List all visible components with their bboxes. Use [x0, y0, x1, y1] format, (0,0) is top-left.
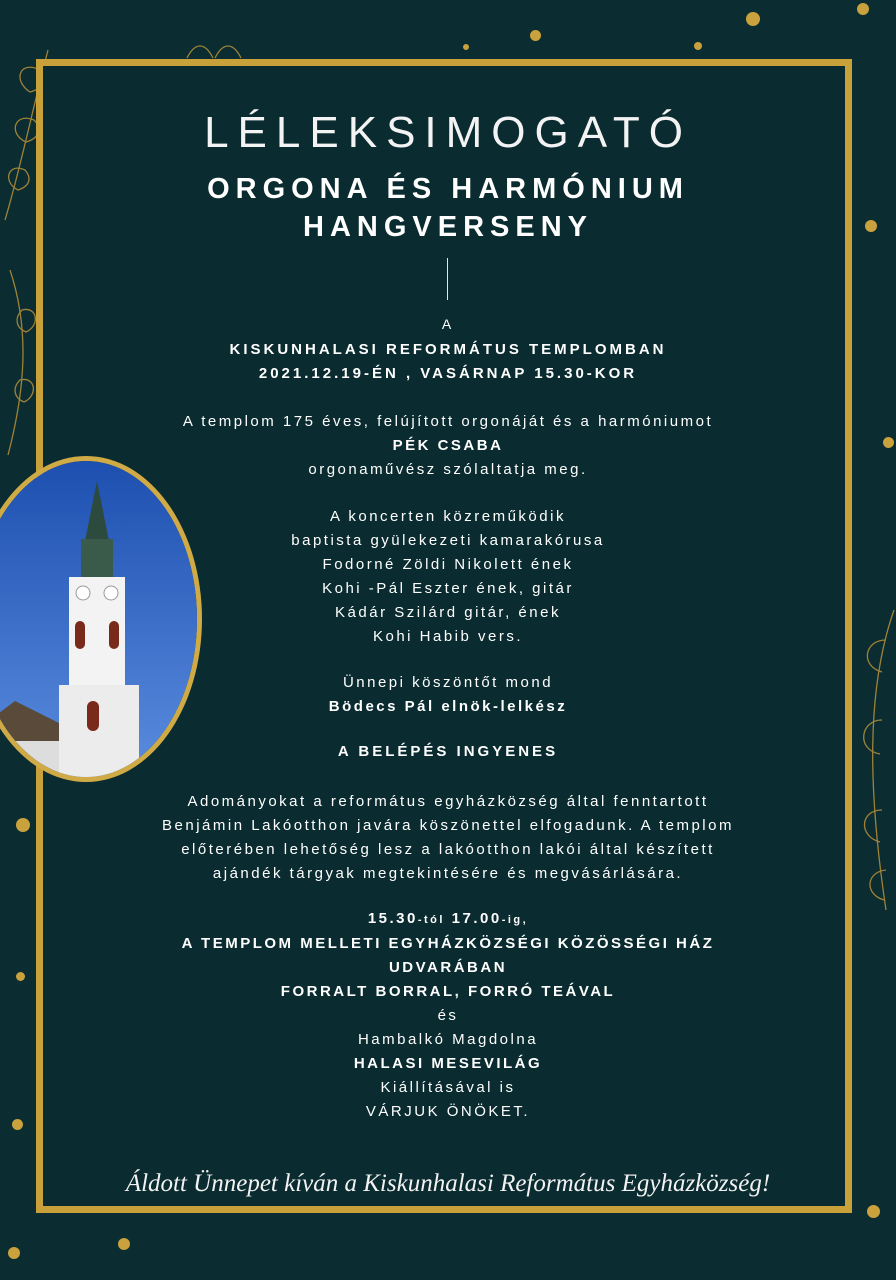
time-to: -ig,: [501, 914, 529, 926]
gold-dot: [16, 972, 25, 981]
artist-name: Hambalkó Magdolna: [357, 1031, 539, 1048]
gold-dot: [865, 220, 877, 232]
greeting-label: Ünnepi köszöntőt mond: [342, 674, 554, 691]
contributor-line: baptista gyülekezeti kamarakórusa: [291, 532, 605, 549]
divider-line: [447, 258, 448, 300]
title-line-concert: HANGVERSENY: [303, 211, 593, 243]
gold-dot: [694, 42, 702, 50]
time-start: 15.30: [367, 910, 418, 927]
entry-free: A BELÉPÉS INGYENES: [337, 743, 559, 760]
leaf-ornament-right: [856, 610, 896, 910]
donation-line: ajándék tárgyak megtekintésére és megvásárlására.: [212, 865, 684, 882]
performer-name: PÉK CSABA: [392, 437, 504, 454]
gold-dot: [16, 818, 30, 832]
gold-dot: [530, 30, 541, 41]
gold-dot: [118, 1238, 130, 1250]
time-range: [60, 907, 836, 932]
donation-line: előterében lehetőség lesz a lakóotthon lakói által készített: [181, 841, 715, 858]
time-end: 17.00: [451, 910, 502, 927]
donation-line: Benjámin Lakóotthon javára köszönettel elfogadunk. A templom: [162, 817, 734, 834]
welcome-text: VÁRJUK ÖNÖKET.: [365, 1103, 531, 1120]
gold-dot: [857, 3, 869, 15]
place-line: UDVARÁBAN: [388, 959, 508, 976]
a-word: A: [441, 316, 455, 332]
footer-blessing: Áldott Ünnepet kíván a Kiskunhalasi Református Egyházközség!: [125, 1170, 771, 1197]
contributor-line: Kádár Szilárd gitár, ének: [335, 604, 561, 621]
exhibit-title: HALASI MESEVILÁG: [353, 1055, 543, 1072]
greeting-block: [60, 671, 836, 719]
gold-dot: [12, 1119, 23, 1130]
intro-block: [60, 410, 836, 482]
time-from: -tól: [417, 914, 445, 926]
gold-dot: [883, 437, 894, 448]
greeting-person: Bödecs Pál elnök-lelkész: [328, 698, 568, 715]
contributor-line: Fodorné Zöldi Nikolett ének: [322, 556, 574, 573]
program-block: [60, 907, 836, 1124]
event-title-sub: [60, 170, 836, 246]
contributor-line: A koncerten közreműködik: [330, 508, 566, 525]
performer-role: orgonaművész szólaltatja meg.: [308, 461, 588, 478]
event-date: 2021.12.19-ÉN , VASÁRNAP 15.30-KOR: [258, 365, 638, 382]
intro-text: A templom 175 éves, felújított orgonáját és a harmóniumot: [182, 413, 714, 430]
drinks: FORRALT BORRAL, FORRÓ TEÁVAL: [280, 983, 616, 1000]
contributors-list: [60, 505, 836, 649]
contributor-line: Kohi Habib vers.: [372, 628, 524, 645]
gold-dot: [867, 1205, 880, 1218]
and-word: és: [437, 1007, 459, 1024]
gold-dot: [8, 1247, 20, 1259]
gold-dot: [463, 44, 469, 50]
leaf-ornament-left: [0, 270, 40, 460]
title-line-organ: ORGONA ÉS HARMÓNIUM: [207, 173, 689, 205]
exhibit-suffix: Kiállításával is: [380, 1079, 516, 1096]
gold-dot: [746, 12, 760, 26]
place-line: A TEMPLOM MELLETI EGYHÁZKÖZSÉGI KÖZÖSSÉGI HÁZ: [181, 935, 715, 952]
contributor-line: Kohi -Pál Eszter ének, gitár: [322, 580, 574, 597]
donation-line: Adományokat a református egyházközség által fenntartott: [187, 793, 709, 810]
donation-block: [60, 790, 836, 886]
leaf-ornament-top: [185, 38, 245, 60]
venue: KISKUNHALASI REFORMÁTUS TEMPLOMBAN: [229, 341, 667, 358]
event-title-main: LÉLEKSIMOGATÓ: [204, 108, 692, 157]
